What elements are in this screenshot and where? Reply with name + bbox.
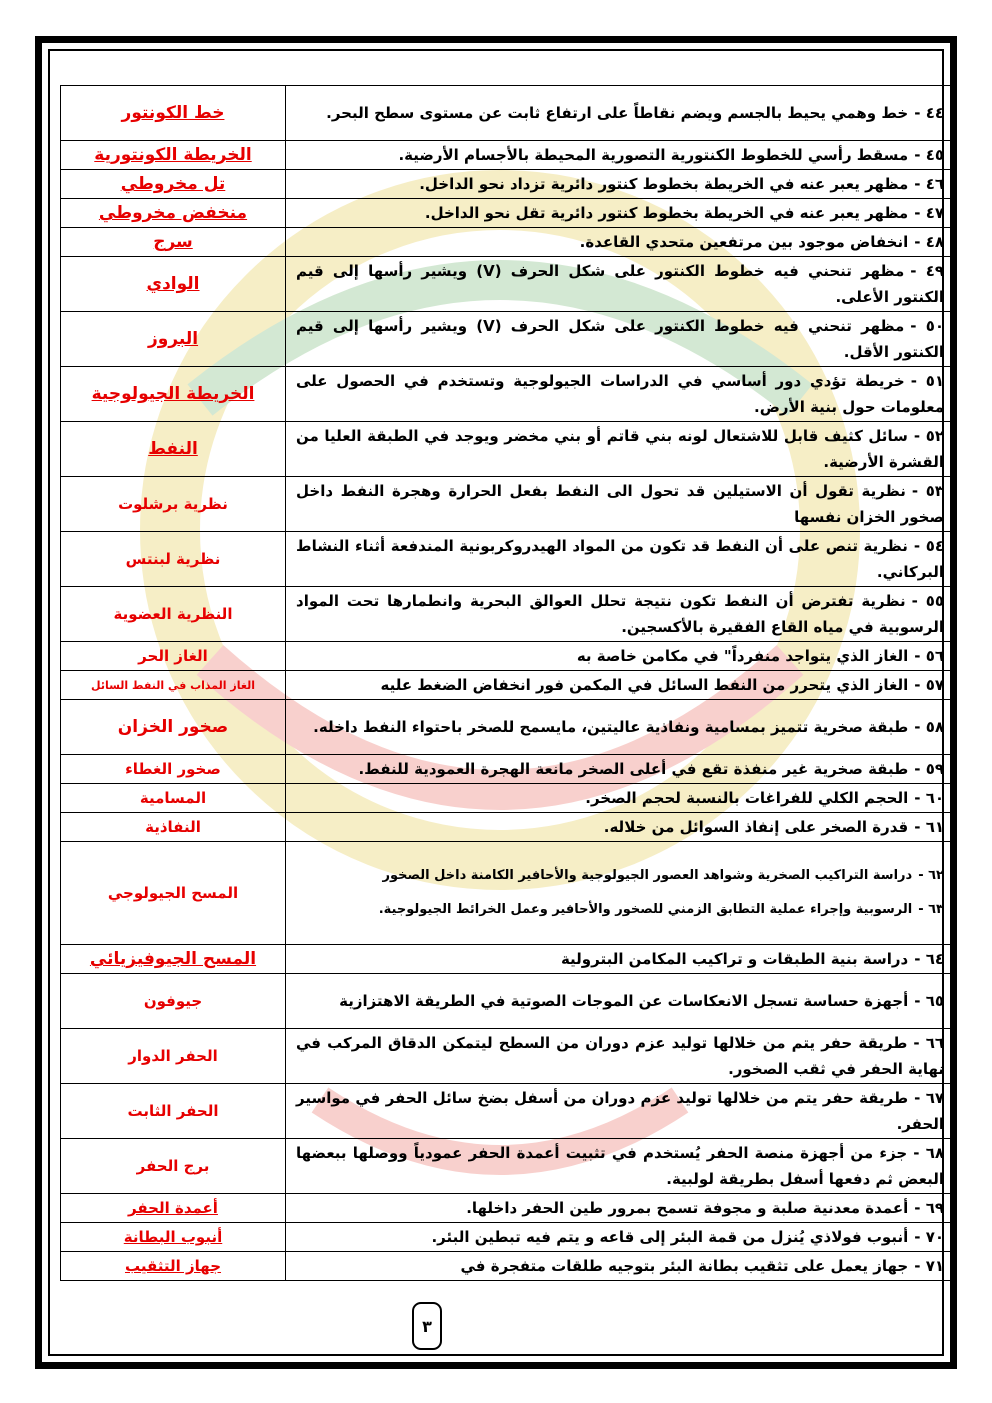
table-row xyxy=(61,700,953,755)
definition-cell: ٧٠ -أنبوب فولاذي يُنزل من قمة البئر إلى قاعه و يتم فيه تبطين البئر. xyxy=(286,1223,953,1252)
table-row xyxy=(61,1084,953,1139)
table-row xyxy=(61,199,953,228)
definition-cell: ٥٠ -مظهر تنحني فيه خطوط الكنتور على شكل الحرف (V) ويشير رأسها إلى قيم الكنتور الأقل. xyxy=(286,312,953,367)
table-row xyxy=(61,170,953,199)
definition-cell: ٥٨ -طبقة صخرية تتميز بمسامية ونفاذية عاليتين، مايسمح للصخر باحتواء النفط داخله. xyxy=(286,700,953,755)
definition-cell: ٤٧ -مظهر يعبر عنه في الخريطة بخطوط كنتور دائرية تقل نحو الداخل. xyxy=(286,199,953,228)
term-cell: الوادي xyxy=(61,257,286,312)
table-row xyxy=(61,1139,953,1194)
table-row xyxy=(61,1252,953,1281)
definition-cell: ٥٦ -الغاز الذي يتواجد منفرداً" في مكامن خاصة به xyxy=(286,642,953,671)
definition-cell xyxy=(286,842,953,945)
definition-cell: ٦١ -قدرة الصخر على إنفاذ السوائل من خلاله. xyxy=(286,813,953,842)
term-cell: الحفر الثابت xyxy=(61,1084,286,1139)
table-row xyxy=(61,671,953,700)
term-cell: نظرية لبنتس xyxy=(61,532,286,587)
term-cell: برج الحفر xyxy=(61,1139,286,1194)
table-row xyxy=(61,755,953,784)
term-cell: أنبوب البطانة xyxy=(61,1223,286,1252)
term-cell: صخور الغطاء xyxy=(61,755,286,784)
definition-cell: ٧١ -جهاز يعمل على تثقيب بطانة البئر بتوجيه طلقات متفجرة في xyxy=(286,1252,953,1281)
table-row xyxy=(61,312,953,367)
table-row xyxy=(61,974,953,1029)
table-row xyxy=(61,945,953,974)
definition-cell: ٥٩ -طبقة صخرية غير منفذة تقع في أعلى الصخر مانعة الهجرة العمودية للنفط. xyxy=(286,755,953,784)
term-cell: المسامية xyxy=(61,784,286,813)
definition-cell: ٥٤ -نظرية تنص على أن النفط قد تكون من المواد الهيدروكربونية المندفعة أثناء النشاط البركاني. xyxy=(286,532,953,587)
definition-cell: ٥٣ -نظرية تقول أن الاستيلين قد تحول الى النفط بفعل الحرارة وهجرة النفط داخل صخور الخزان نفسها xyxy=(286,477,953,532)
table-row xyxy=(61,367,953,422)
table-row xyxy=(61,1029,953,1084)
definition-part: ٦٣ -الرسوبية وإجراء عملية التطابق الزمني للصخور والأحافير وعمل الخرائط الجيولوجية. xyxy=(378,902,944,917)
term-cell: المسح الجيولوجي xyxy=(61,842,286,945)
term-cell: المسح الجيوفيزيائي xyxy=(61,945,286,974)
definition-cell: ٤٤ -خط وهمي يحيط بالجسم ويضم نقاطاً على ارتفاع ثابت عن مستوى سطح البحر. xyxy=(286,86,953,141)
term-cell: النفاذية xyxy=(61,813,286,842)
table-row xyxy=(61,1194,953,1223)
definition-cell: ٦٤ -دراسة بنية الطبقات و تراكيب المكامن البترولية xyxy=(286,945,953,974)
term-cell: نظرية برشلوت xyxy=(61,477,286,532)
term-cell: تل مخروطي xyxy=(61,170,286,199)
definitions-table xyxy=(60,85,953,1281)
table-row xyxy=(61,1223,953,1252)
table-row xyxy=(61,257,953,312)
definition-cell: ٤٦ -مظهر يعبر عنه في الخريطة بخطوط كنتور دائرية تزداد نحو الداخل. xyxy=(286,170,953,199)
table-row xyxy=(61,532,953,587)
term-cell: الغاز الحر xyxy=(61,642,286,671)
term-cell: جهاز التثقيب xyxy=(61,1252,286,1281)
term-cell: الخريطة الجيولوجية xyxy=(61,367,286,422)
table-row xyxy=(61,86,953,141)
term-cell: سرج xyxy=(61,228,286,257)
term-cell: البروز xyxy=(61,312,286,367)
definition-cell: ٥٥ -نظرية تفترض أن النفط تكون نتيجة تحلل العوالق البحرية وانطمارها تحت المواد الرسوبية في مياه القاع الفقيرة بالأكسجين. xyxy=(286,587,953,642)
term-cell: الخريطة الكونتورية xyxy=(61,141,286,170)
term-cell: صخور الخزان xyxy=(61,700,286,755)
definition-part: ٦٢ -دراسة التراكيب الصخرية وشواهد العصور الجيولوجية والأحافير الكامنة داخل الصخور xyxy=(382,868,944,883)
definition-cell: ٦٧ -طريقة حفر يتم من خلالها توليد عزم دوران من أسفل بضخ سائل الحفر في مواسير الحفر. xyxy=(286,1084,953,1139)
term-cell: الغاز المذاب في النفط السائل xyxy=(61,671,286,700)
definition-cell: ٦٠ -الحجم الكلي للفراغات بالنسبة لحجم الصخر. xyxy=(286,784,953,813)
term-cell: خط الكونتور xyxy=(61,86,286,141)
definition-cell: ٦٦ -طريقة حفر يتم من خلالها توليد عزم دوران من السطح ليتمكن الدقاق المركب في نهاية الحفر في ثقب الصخور. xyxy=(286,1029,953,1084)
table-row xyxy=(61,842,953,945)
table-row xyxy=(61,422,953,477)
definition-cell: ٤٨ -انخفاض موجود بين مرتفعين متحدي القاعدة. xyxy=(286,228,953,257)
term-cell: الحفر الدوار xyxy=(61,1029,286,1084)
table-row xyxy=(61,228,953,257)
definition-cell: ٥٢ -سائل كثيف قابل للاشتعال لونه بني قاتم أو بني مخضر ويوجد في الطبقة العليا من القشرة الأرضية. xyxy=(286,422,953,477)
term-cell: النفط xyxy=(61,422,286,477)
definition-cell: ٤٥ -مسقط رأسي للخطوط الكنتورية التصورية المحيطة بالأجسام الأرضية. xyxy=(286,141,953,170)
term-cell: النظرية العضوية xyxy=(61,587,286,642)
definition-cell: ٥١ -خريطة تؤدي دور أساسي في الدراسات الجيولوجية وتستخدم في الحصول على معلومات حول بنية الأرض. xyxy=(286,367,953,422)
table-row xyxy=(61,141,953,170)
table-row xyxy=(61,642,953,671)
definition-cell: ٦٨ -جزء من أجهزة منصة الحفر يُستخدم في تثبيت أعمدة الحفر عمودياً ووصلها ببعضها البعض ثم دفعها أسفل بطريقة لولبية. xyxy=(286,1139,953,1194)
definition-cell: ٥٧ -الغاز الذي يتحرر من النفط السائل في المكمن فور انخفاض الضغط عليه xyxy=(286,671,953,700)
definition-cell: ٦٩ -أعمدة معدنية صلبة و مجوفة تسمح بمرور طين الحفر داخلها. xyxy=(286,1194,953,1223)
term-cell: منخفض مخروطي xyxy=(61,199,286,228)
table-row xyxy=(61,784,953,813)
definition-cell: ٤٩ -مظهر تنحني فيه خطوط الكنتور على شكل الحرف (V) ويشير رأسها إلى قيم الكنتور الأعلى. xyxy=(286,257,953,312)
definition-cell: ٦٥ -أجهزة حساسة تسجل الانعكاسات عن الموجات الصوتية في الطريقة الاهتزازية xyxy=(286,974,953,1029)
table-row xyxy=(61,587,953,642)
page-number: ٣ xyxy=(412,1302,442,1350)
table-row xyxy=(61,477,953,532)
term-cell: جيوفون xyxy=(61,974,286,1029)
term-cell: أعمدة الحفر xyxy=(61,1194,286,1223)
table-row xyxy=(61,813,953,842)
